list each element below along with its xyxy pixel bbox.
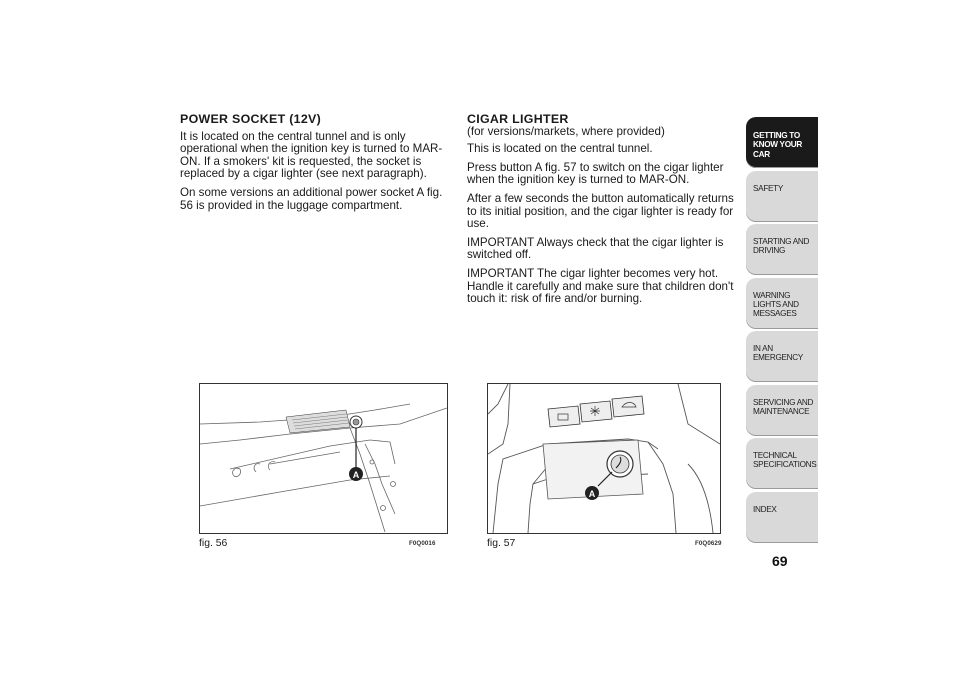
power-socket-section [180, 113, 450, 218]
cigar-lighter-important-1: IMPORTANT Always check that the cigar lighter is switched off. [467, 235, 724, 262]
tab-safety[interactable] [746, 171, 818, 222]
tab-label: SERVICING AND MAINTENANCE [753, 397, 814, 416]
figure-57-cigar-lighter [487, 383, 721, 534]
figure-56-caption: fig. 56 [199, 538, 228, 549]
cigar-lighter-paragraph-1: This is located on the central tunnel. [467, 142, 653, 156]
power-socket-paragraph-2: On some versions an additional power socket A fig. 56 is provided in the luggage compartment. [180, 185, 443, 212]
cigar-lighter-paragraph-2: Press button A fig. 57 to switch on the cigar lighter when the ignition key is turned to MAR-ON. [467, 160, 724, 187]
tab-label: WARNING LIGHTS AND MESSAGES [753, 290, 799, 319]
power-socket-heading: POWER SOCKET (12V) [180, 112, 322, 126]
cigar-lighter-section [467, 113, 737, 312]
tab-label: TECHNICAL SPECIFICATIONS [753, 451, 817, 470]
tab-label: STARTING AND DRIVING [753, 237, 810, 256]
cigar-lighter-heading: CIGAR LIGHTER [467, 112, 569, 126]
figure-56-luggage-socket [199, 383, 448, 534]
cigar-lighter-important-2: IMPORTANT The cigar lighter becomes very hot. Handle it carefully and make sure that children don't touch it: risk of fire and/or burning. [467, 266, 734, 306]
tab-servicing-and-maintenance[interactable] [746, 385, 818, 436]
luggage-compartment-illustration [200, 384, 447, 533]
tab-in-an-emergency[interactable] [746, 331, 818, 382]
figure-57-code: F0Q0629 [695, 540, 722, 547]
callout-a-label: A [588, 489, 596, 499]
cigar-lighter-paragraph-3: After a few seconds the button automatically returns to its initial position, and the cigar lighter is ready for use. [467, 191, 734, 231]
tab-label: IN AN EMERGENCY [753, 344, 804, 363]
tab-technical-specifications[interactable] [746, 438, 818, 489]
tab-warning-lights-and-messages[interactable] [746, 278, 818, 329]
tab-getting-to-know-your-car[interactable] [746, 117, 818, 168]
central-tunnel-illustration [488, 384, 720, 533]
power-socket-paragraph-1: It is located on the central tunnel and is only operational when the ignition key is turned to MAR-ON. If a smokers' kit is requested, the socket is replaced by a cigar lighter (see next paragraph). [180, 129, 443, 181]
cigar-lighter-subheading: (for versions/markets, where provided) [467, 124, 665, 138]
callout-a-label: A [352, 470, 360, 480]
chapter-tabs [746, 117, 818, 545]
figure-56-code: F0Q0016 [409, 540, 436, 547]
tab-index[interactable] [746, 492, 818, 543]
tab-label: GETTING TO KNOW YOUR CAR [753, 131, 803, 159]
tab-label: INDEX [753, 504, 777, 514]
tab-label: SAFETY [753, 183, 784, 193]
page-number: 69 [772, 553, 788, 569]
figure-57-caption: fig. 57 [487, 538, 516, 549]
tab-starting-and-driving[interactable] [746, 224, 818, 275]
